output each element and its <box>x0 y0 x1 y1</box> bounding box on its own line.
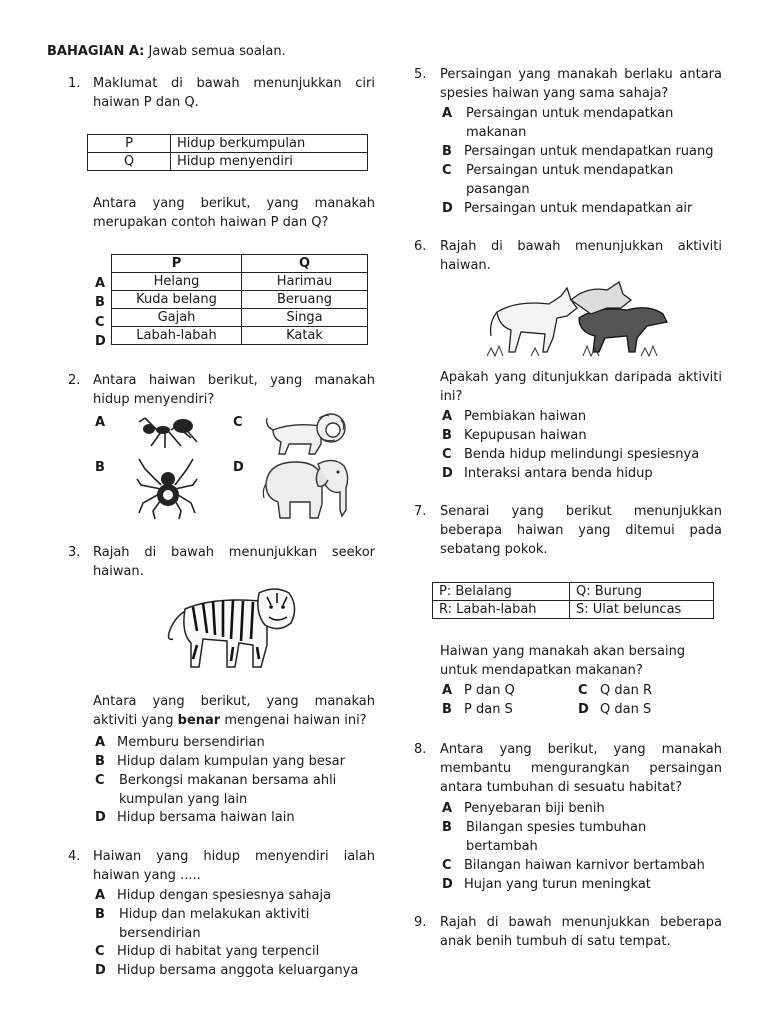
option-c <box>95 942 319 961</box>
question-number: 1. <box>68 76 81 91</box>
option-b <box>442 700 513 719</box>
option-letter: A <box>95 888 106 903</box>
option-letter: B <box>95 460 105 475</box>
question-3-prompt <box>93 692 375 730</box>
question-4-text: Haiwan yang hidup menyendiri ialah haiwan yang ..... <box>93 849 375 883</box>
option-letter: C <box>442 858 452 873</box>
option-letter: A <box>95 735 106 750</box>
column-header: Q <box>242 255 368 273</box>
option-text: Hujan yang turun meningkat <box>464 877 651 892</box>
option-letter: B <box>442 702 452 717</box>
option-letter: D <box>95 810 106 825</box>
option-letter: C <box>95 773 105 788</box>
option-text: P dan S <box>464 702 513 717</box>
question-number: 8. <box>414 742 427 757</box>
table-row <box>112 309 368 327</box>
option-letter: B <box>95 754 105 769</box>
option-letter: B <box>95 907 105 922</box>
option-a <box>95 886 331 905</box>
option-letter: B <box>95 295 105 310</box>
elephant-image <box>262 454 354 522</box>
section-heading <box>47 42 286 61</box>
table-cell: Kuda belang <box>112 291 242 309</box>
option-letter: C <box>442 447 452 462</box>
option-text: Hidup dan melakukan aktiviti bersendirian <box>119 907 310 941</box>
option-letter: D <box>95 963 106 978</box>
table-cell: R: Labah-labah <box>433 601 570 619</box>
option-letter: B <box>442 144 452 159</box>
option-letter: A <box>95 276 106 291</box>
option-a <box>95 733 265 752</box>
option-c <box>442 445 699 464</box>
table-cell: P: Belalang <box>433 583 570 601</box>
wolves-image <box>487 278 671 360</box>
option-letter: D <box>442 201 453 216</box>
spider-image <box>135 455 199 521</box>
question-8-text: Antara yang berikut, yang manakah membantu mengurangkan persaingan antara tumbuhan di sesuatu habitat? <box>440 742 722 795</box>
option-text: Bilangan haiwan karnivor bertambah <box>464 858 705 873</box>
option-b <box>442 818 722 856</box>
question-number: 5. <box>414 67 427 82</box>
table-cell: Q: Burung <box>570 583 714 601</box>
option-a <box>442 681 515 700</box>
option-text: Q dan S <box>600 702 652 717</box>
option-text: Hidup di habitat yang terpencil <box>117 944 320 959</box>
option-text: Berkongsi makanan bersama ahli kumpulan yang lain <box>119 773 337 807</box>
option-text: P dan Q <box>464 683 515 698</box>
option-a <box>442 799 605 818</box>
question-number: 7. <box>414 504 427 519</box>
table-cell: Katak <box>242 327 368 345</box>
option-letter: D <box>578 702 589 717</box>
question-6-text: Rajah di bawah menunjukkan aktiviti haiwan. <box>440 239 722 273</box>
section-instruction: Jawab semua soalan. <box>148 44 286 59</box>
option-text: Interaksi antara benda hidup <box>464 466 653 481</box>
option-b <box>95 752 345 771</box>
option-text: Persaingan untuk mendapatkan pasangan <box>466 163 674 197</box>
table-header-row <box>112 255 368 273</box>
table-row <box>112 327 368 345</box>
option-text: Memburu bersendirian <box>117 735 265 750</box>
option-text: Persaingan untuk mendapatkan makanan <box>466 106 674 140</box>
option-b <box>442 426 587 445</box>
option-b <box>442 142 714 161</box>
column-header: P <box>112 255 242 273</box>
q7-animal-table <box>432 582 714 619</box>
table-cell: S: Ulat beluncas <box>570 601 714 619</box>
table-row <box>88 153 368 171</box>
option-text: Hidup bersama anggota keluarganya <box>117 963 359 978</box>
section-label: BAHAGIAN A: <box>47 44 145 59</box>
option-c <box>578 681 652 700</box>
option-a <box>442 407 586 426</box>
option-text: Benda hidup melindungi spesiesnya <box>464 447 700 462</box>
option-text: Penyebaran biji benih <box>464 801 605 816</box>
option-letter: C <box>578 683 588 698</box>
option-letter: B <box>442 820 452 835</box>
option-text: Persaingan untuk mendapatkan ruang <box>464 144 714 159</box>
prompt-text: mengenai haiwan ini? <box>220 713 367 728</box>
option-letter: D <box>233 460 244 475</box>
option-letter: C <box>442 163 452 178</box>
table-cell: Hidup berkumpulan <box>171 135 368 153</box>
option-b <box>95 905 365 943</box>
question-1-prompt: Antara yang berikut, yang manakah merupakan contoh haiwan P dan Q? <box>93 196 375 230</box>
option-c <box>442 856 705 875</box>
question-number: 3. <box>68 545 81 560</box>
option-text: Hidup dalam kumpulan yang besar <box>117 754 345 769</box>
q1-info-table <box>87 134 368 171</box>
table-cell: Labah-labah <box>112 327 242 345</box>
question-number: 6. <box>414 239 427 254</box>
table-cell: Q <box>88 153 171 171</box>
option-letter: A <box>442 801 453 816</box>
option-letter: D <box>442 877 453 892</box>
option-letter: A <box>442 409 453 424</box>
question-6-prompt: Apakah yang ditunjukkan daripada aktiviti ini? <box>440 370 722 404</box>
table-cell: Harimau <box>242 273 368 291</box>
option-text: Bilangan spesies tumbuhan bertambah <box>466 820 647 854</box>
option-letter: A <box>95 415 106 430</box>
option-c <box>95 771 365 809</box>
question-1-text: Maklumat di bawah menunjukkan ciri haiwan P dan Q. <box>93 76 375 110</box>
option-letter: D <box>442 466 453 481</box>
table-cell: Hidup menyendiri <box>171 153 368 171</box>
q1-answer-table <box>111 254 368 345</box>
question-number: 2. <box>68 373 81 388</box>
option-c <box>442 161 722 199</box>
option-text: Hidup bersama haiwan lain <box>117 810 295 825</box>
option-letter: A <box>442 106 453 121</box>
lion-image <box>263 408 355 458</box>
question-5-text: Persaingan yang manakah berlaku antara spesies haiwan yang sama sahaja? <box>440 67 722 101</box>
ant-image <box>135 412 201 452</box>
question-7-prompt: Haiwan yang manakah akan bersaing untuk mendapatkan makanan? <box>440 644 686 678</box>
prompt-emphasis: benar <box>177 713 221 728</box>
option-letter: D <box>95 334 106 349</box>
option-d <box>95 961 358 980</box>
option-d <box>578 700 651 719</box>
option-text: Q dan R <box>600 683 652 698</box>
table-cell: Gajah <box>112 309 242 327</box>
option-letter: C <box>95 315 105 330</box>
table-row <box>112 291 368 309</box>
option-letter: A <box>442 683 453 698</box>
prompt-text: Antara yang berikut, yang manakah aktiviti yang <box>93 694 375 728</box>
option-a <box>442 104 722 142</box>
option-text: Pembiakan haiwan <box>464 409 587 424</box>
table-row <box>433 583 714 601</box>
question-9-text: Rajah di bawah menunjukkan beberapa anak benih tumbuh di satu tempat. <box>440 915 722 949</box>
option-letter: C <box>233 415 243 430</box>
option-d <box>95 808 295 827</box>
table-row <box>433 601 714 619</box>
table-cell: Beruang <box>242 291 368 309</box>
table-row <box>88 135 368 153</box>
table-row <box>112 273 368 291</box>
option-d <box>442 875 651 894</box>
tiger-image <box>163 583 303 673</box>
option-d <box>442 199 692 218</box>
question-number: 4. <box>68 849 81 864</box>
option-letter: B <box>442 428 452 443</box>
table-cell: P <box>88 135 171 153</box>
table-cell: Helang <box>112 273 242 291</box>
question-7-text: Senarai yang berikut menunjukkan beberapa haiwan yang ditemui pada sebatang pokok. <box>440 504 722 557</box>
question-3-text: Rajah di bawah menunjukkan seekor haiwan. <box>93 545 375 579</box>
table-cell: Singa <box>242 309 368 327</box>
option-d <box>442 464 653 483</box>
question-2-text: Antara haiwan berikut, yang manakah hidup menyendiri? <box>93 373 375 407</box>
option-letter: C <box>95 944 105 959</box>
option-text: Hidup dengan spesiesnya sahaja <box>117 888 332 903</box>
option-text: Persaingan untuk mendapatkan air <box>464 201 693 216</box>
question-number: 9. <box>414 915 427 930</box>
option-text: Kepupusan haiwan <box>464 428 587 443</box>
